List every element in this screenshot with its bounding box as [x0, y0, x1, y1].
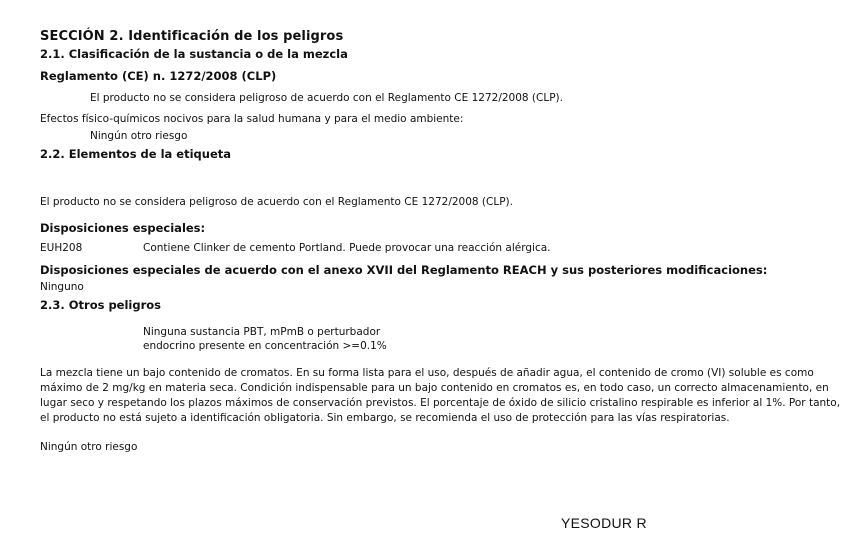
subsection-2-2-heading: 2.2. Elementos de la etiqueta — [40, 147, 232, 161]
euh-code: EUH208 — [40, 242, 83, 254]
other-risk-text: Ningún otro riesgo — [40, 441, 138, 453]
euh-statement: Contiene Clinker de cemento Portland. Puede provocar una reacción alérgica. — [143, 242, 551, 254]
effects-label: Efectos físico-químicos nocivos para la salud humana y para el medio ambiente: — [40, 113, 464, 125]
special-provisions-heading: Disposiciones especiales: — [40, 221, 206, 235]
section-title: SECCIÓN 2. Identificación de los peligros — [40, 29, 344, 44]
regulation-text: El producto no se considera peligroso de acuerdo con el Reglamento CE 1272/2008 (CLP). — [90, 92, 563, 104]
pbt-statement-line-1: Ninguna sustancia PBT, mPmB o perturbador — [143, 326, 381, 338]
regulation-heading: Reglamento (CE) n. 1272/2008 (CLP) — [40, 69, 277, 83]
subsection-2-3-heading: 2.3. Otros peligros — [40, 298, 162, 312]
effects-value: Ningún otro riesgo — [90, 130, 188, 142]
chromate-paragraph: La mezcla tiene un bajo contenido de cromatos. En su forma lista para el uso, después de añadir agua, el contenido de cromo (VI) soluble es como máximo de 2 mg/kg en materia seca. Condición indispensable para un bajo contenido en cromatos es, en todo caso, un correcto almacenamiento, en lugar seco y respetando los plazos máximos de conservación previstos. El porcentaje de óxido de silicio cristalino respirable es inferior al 1%. Por tanto, el producto no está sujeto a identificación obligatoria. Sin embargo, se recomienda el uso de protección para las vías respiratorias. — [40, 367, 841, 424]
pbt-statement-line-2: endocrino presente en concentración >=0.1% — [143, 340, 387, 352]
label-elements-text: El producto no se considera peligroso de acuerdo con el Reglamento CE 1272/2008 (CLP). — [40, 196, 513, 208]
subsection-2-1-heading: 2.1. Clasificación de la sustancia o de la mezcla — [40, 47, 348, 61]
annex-xvii-value: Ninguno — [40, 281, 84, 293]
product-name-footer: YESODUR R — [561, 515, 647, 531]
annex-xvii-heading: Disposiciones especiales de acuerdo con el anexo XVII del Reglamento REACH y sus posteriores modificaciones: — [40, 263, 768, 277]
